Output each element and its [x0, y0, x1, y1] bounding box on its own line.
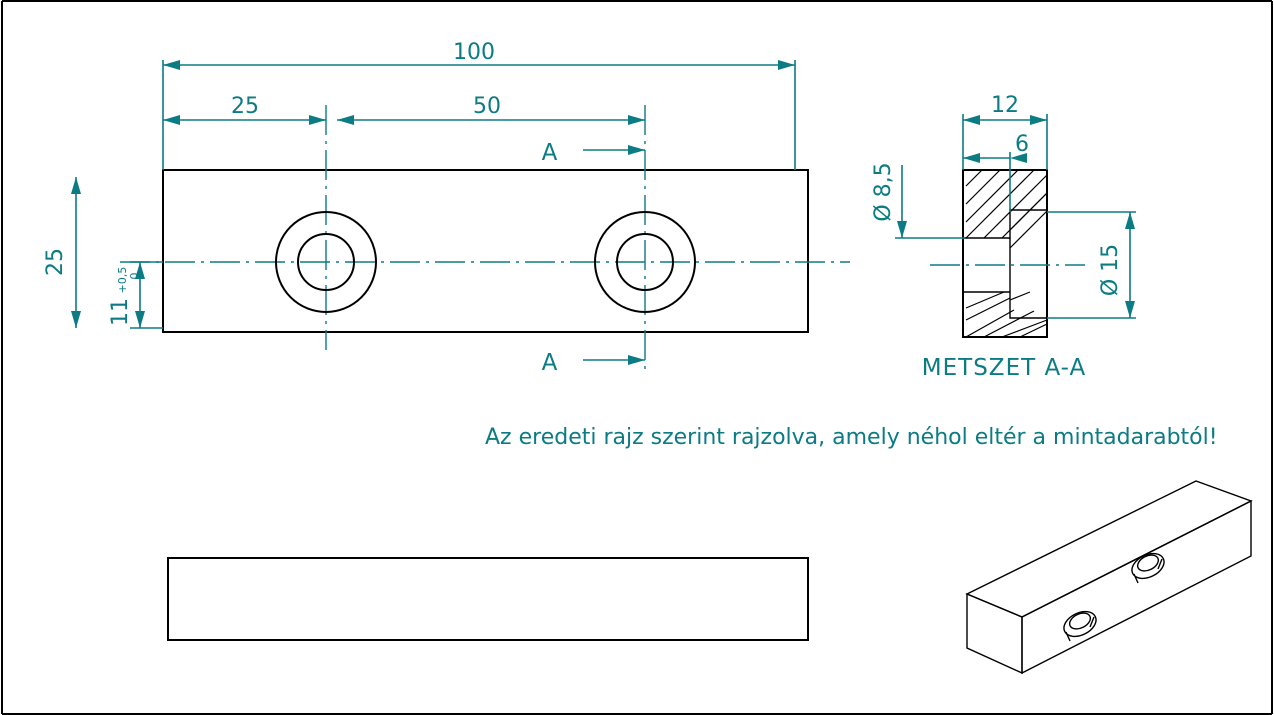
- dim-tolerance-upper: +0,5: [116, 266, 129, 294]
- dim-counterbore-diameter: Ø 15: [1098, 243, 1123, 297]
- dim-counterbore-depth: 12: [991, 93, 1019, 118]
- section-marker-bottom: A: [541, 350, 559, 376]
- dim-plate-height: 25: [43, 248, 68, 276]
- dim-center-height: 11: [108, 298, 133, 326]
- isometric-view-geometry: [967, 481, 1251, 673]
- empty-title-box: [168, 558, 808, 640]
- dim-first-hole-distance: 25: [231, 94, 259, 119]
- section-hatch-upper: [966, 170, 1047, 248]
- dim-step-depth: 6: [1015, 132, 1029, 157]
- dim-tolerance-lower: 0: [128, 272, 141, 280]
- dim-hole-spacing: 50: [473, 94, 501, 119]
- dim-overall-length: 100: [453, 40, 495, 65]
- section-view-geometry: [930, 170, 1085, 337]
- dim-hole-diameter: Ø 8,5: [871, 162, 896, 222]
- front-view-dimensions: [71, 60, 795, 365]
- section-view-label: METSZET A-A: [921, 355, 1087, 381]
- section-marker-top: A: [541, 140, 559, 166]
- drawing-note: Az eredeti rajz szerint rajzolva, amely néhol eltér a mintadarabtól!: [485, 425, 1218, 450]
- section-hatch-lower: [966, 292, 1047, 337]
- front-view-geometry: [120, 105, 850, 375]
